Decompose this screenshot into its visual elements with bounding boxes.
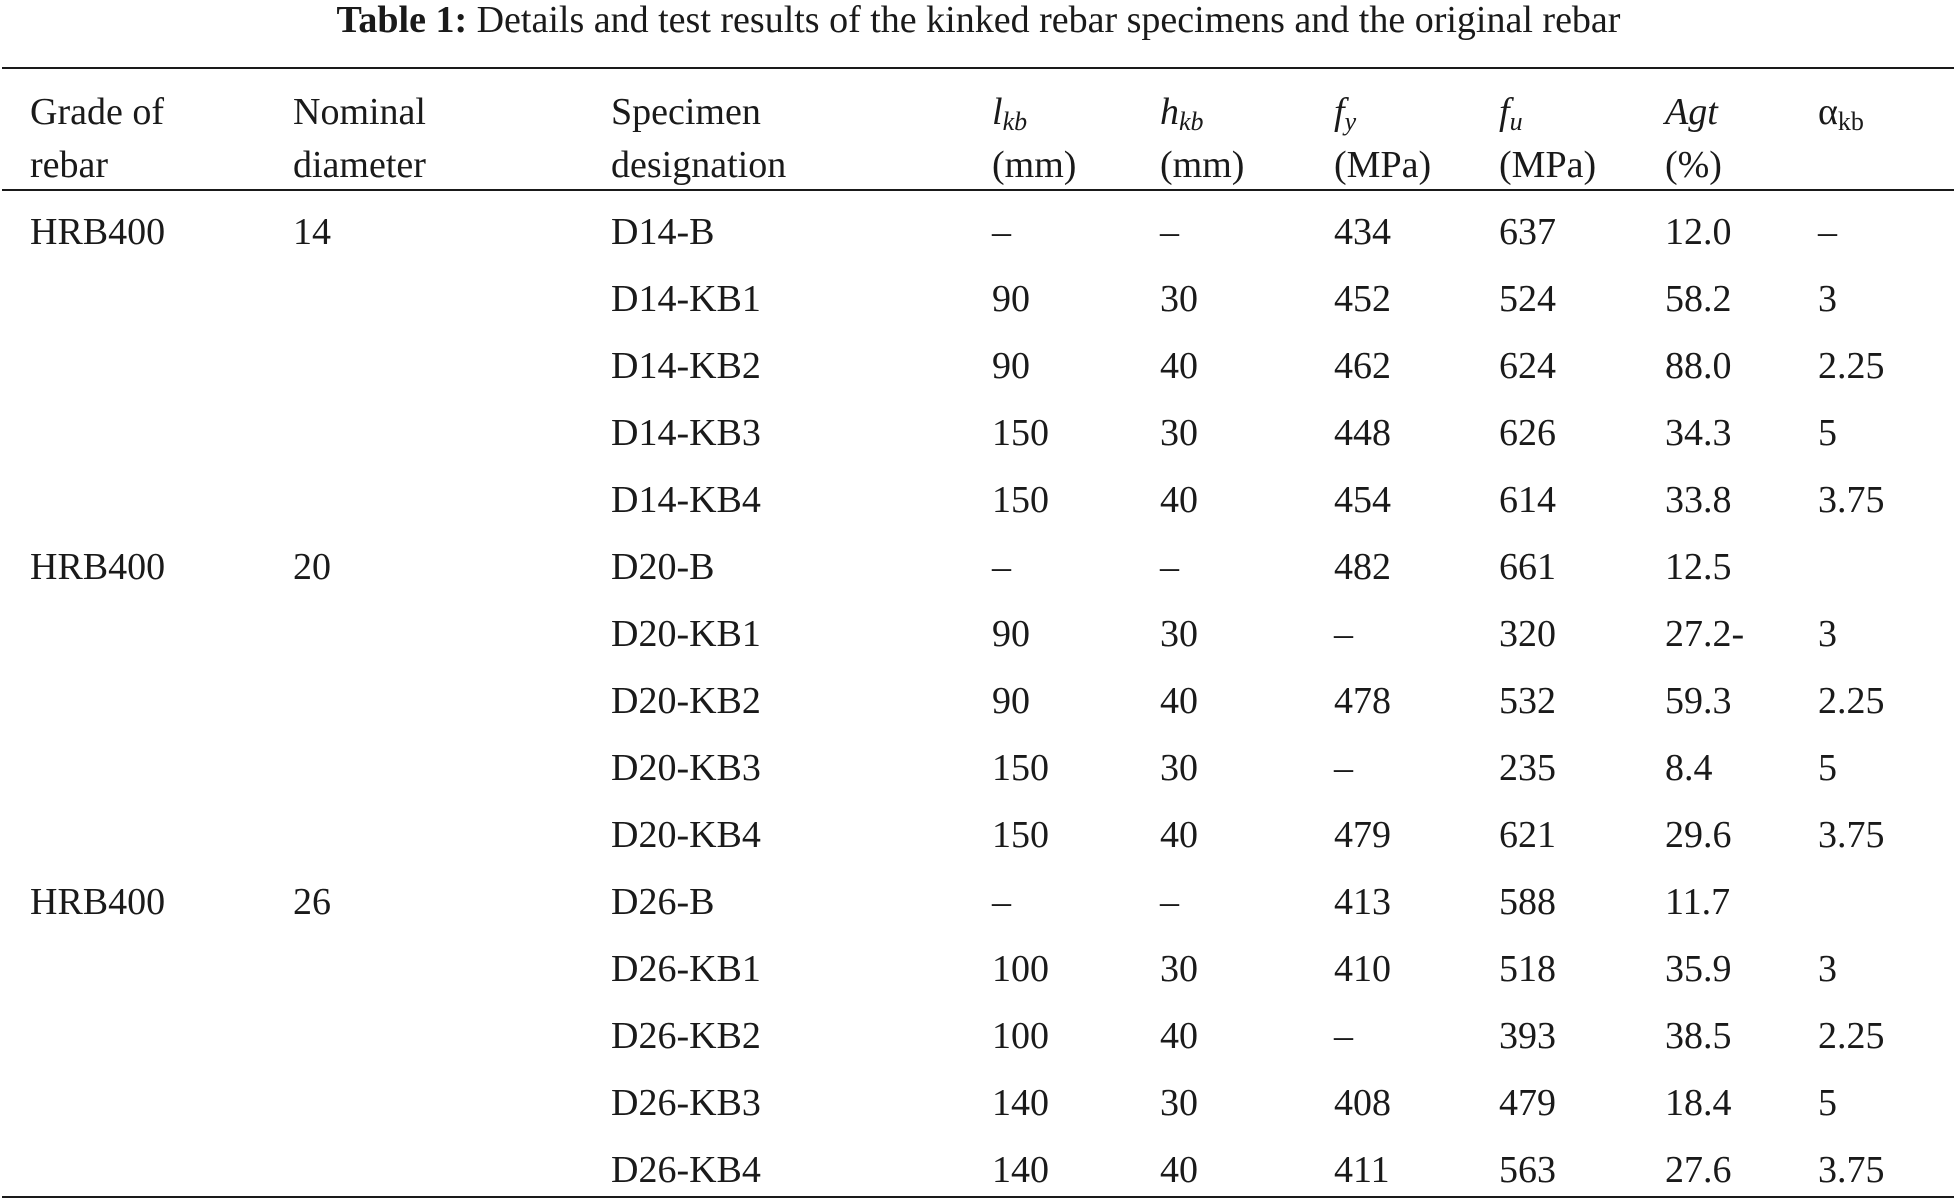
cell-lkb: 90 (992, 278, 1030, 320)
cell-hkb: 40 (1160, 680, 1198, 722)
table-row (0, 668, 1957, 735)
cell-fy: 479 (1334, 814, 1391, 856)
header-fy-sub: y (1344, 107, 1357, 136)
cell-fu: 588 (1499, 881, 1556, 923)
cell-alpha: 3 (1818, 948, 1837, 990)
header-lkb (992, 86, 1076, 192)
cell-agt: 11.7 (1665, 881, 1731, 923)
cell-diameter: 20 (293, 546, 331, 588)
cell-specimen: D20-KB3 (611, 747, 761, 789)
cell-fu: 637 (1499, 211, 1556, 253)
cell-fy: 413 (1334, 881, 1391, 923)
cell-lkb: 140 (992, 1082, 1049, 1124)
table-row (0, 1070, 1957, 1137)
cell-lkb: – (992, 546, 1011, 588)
cell-specimen: D26-B (611, 881, 715, 923)
cell-alpha: 3 (1818, 278, 1837, 320)
cell-alpha: – (1818, 211, 1837, 253)
cell-specimen: D20-KB1 (611, 613, 761, 655)
table-row (0, 534, 1957, 601)
cell-fu: 626 (1499, 412, 1556, 454)
header-specimen-line-1: Specimen (611, 91, 761, 133)
cell-diameter: 14 (293, 211, 331, 253)
cell-fy: – (1334, 1015, 1353, 1057)
cell-fu: 624 (1499, 345, 1556, 387)
cell-fu: 320 (1499, 613, 1556, 655)
table-header-rule (2, 189, 1954, 191)
header-grade-line-2: rebar (30, 144, 109, 186)
header-grade-line-1: Grade of (30, 91, 164, 133)
cell-alpha: 3.75 (1818, 1149, 1885, 1191)
cell-hkb: 30 (1160, 1082, 1198, 1124)
cell-agt: 27.6 (1665, 1149, 1732, 1191)
cell-lkb: 90 (992, 345, 1030, 387)
cell-lkb: 150 (992, 412, 1049, 454)
cell-alpha: 3.75 (1818, 479, 1885, 521)
cell-specimen: D26-KB1 (611, 948, 761, 990)
table-row (0, 467, 1957, 534)
cell-fy: 452 (1334, 278, 1391, 320)
cell-alpha: 3 (1818, 613, 1837, 655)
cell-fu: 524 (1499, 278, 1556, 320)
cell-agt: 88.0 (1665, 345, 1732, 387)
header-fu-letter: f (1499, 91, 1510, 133)
cell-hkb: – (1160, 211, 1179, 253)
cell-specimen: D14-KB4 (611, 479, 761, 521)
cell-fy: 434 (1334, 211, 1391, 253)
header-fu-unit: (MPa) (1499, 144, 1597, 186)
header-agt-letter: Agt (1665, 91, 1718, 133)
header-hkb-letter: h (1160, 91, 1179, 133)
cell-hkb: – (1160, 546, 1179, 588)
cell-fu: 563 (1499, 1149, 1556, 1191)
header-hkb-unit: (mm) (1160, 144, 1245, 186)
cell-lkb: 150 (992, 479, 1049, 521)
header-diameter (293, 86, 426, 192)
cell-lkb: 100 (992, 1015, 1049, 1057)
cell-fy: 410 (1334, 948, 1391, 990)
cell-lkb: – (992, 881, 1011, 923)
cell-alpha: 3.75 (1818, 814, 1885, 856)
cell-agt: 38.5 (1665, 1015, 1732, 1057)
header-lkb-letter: l (992, 91, 1003, 133)
cell-specimen: D20-KB4 (611, 814, 761, 856)
cell-alpha: 2.25 (1818, 345, 1885, 387)
cell-grade: HRB400 (30, 546, 166, 588)
cell-fu: 393 (1499, 1015, 1556, 1057)
cell-hkb: 40 (1160, 479, 1198, 521)
table-row (0, 601, 1957, 668)
cell-lkb: 100 (992, 948, 1049, 990)
table-row (0, 400, 1957, 467)
cell-fy: 411 (1334, 1149, 1390, 1191)
cell-agt: 8.4 (1665, 747, 1713, 789)
cell-fu: 479 (1499, 1082, 1556, 1124)
cell-specimen: D14-KB3 (611, 412, 761, 454)
cell-hkb: 30 (1160, 948, 1198, 990)
header-grade (30, 86, 164, 192)
cell-hkb: – (1160, 881, 1179, 923)
header-alpha-sub: kb (1837, 107, 1864, 136)
header-agt (1665, 86, 1722, 192)
cell-agt: 34.3 (1665, 412, 1732, 454)
cell-fu: 532 (1499, 680, 1556, 722)
cell-fy: 478 (1334, 680, 1391, 722)
table-row (0, 199, 1957, 266)
header-fu (1499, 86, 1596, 192)
header-specimen-line-2: designation (611, 144, 787, 186)
cell-grade: HRB400 (30, 211, 166, 253)
header-lkb-symbol (992, 86, 1076, 139)
cell-agt: 18.4 (1665, 1082, 1732, 1124)
cell-hkb: 30 (1160, 412, 1198, 454)
cell-fy: 448 (1334, 412, 1391, 454)
table-row (0, 333, 1957, 400)
header-fu-symbol (1499, 86, 1596, 139)
cell-specimen: D26-KB2 (611, 1015, 761, 1057)
header-lkb-unit: (mm) (992, 144, 1077, 186)
cell-alpha: 5 (1818, 412, 1837, 454)
cell-specimen: D14-KB2 (611, 345, 761, 387)
header-diameter-line-1: Nominal (293, 91, 426, 133)
header-diameter-line-2: diameter (293, 144, 426, 186)
cell-agt: 35.9 (1665, 948, 1732, 990)
header-hkb-sub: kb (1179, 107, 1204, 136)
cell-fu: 235 (1499, 747, 1556, 789)
cell-lkb: 140 (992, 1149, 1049, 1191)
cell-grade: HRB400 (30, 881, 166, 923)
cell-hkb: 40 (1160, 814, 1198, 856)
cell-alpha: 2.25 (1818, 680, 1885, 722)
header-fy (1334, 86, 1431, 192)
header-specimen (611, 86, 786, 192)
header-alpha-symbol (1818, 86, 1864, 139)
cell-fy: – (1334, 613, 1353, 655)
cell-fu: 661 (1499, 546, 1556, 588)
cell-hkb: 30 (1160, 278, 1198, 320)
cell-fu: 518 (1499, 948, 1556, 990)
table-top-rule (2, 67, 1954, 69)
cell-fy: 408 (1334, 1082, 1391, 1124)
header-alpha (1818, 86, 1864, 139)
cell-hkb: 30 (1160, 613, 1198, 655)
cell-alpha: 5 (1818, 747, 1837, 789)
cell-fy: 482 (1334, 546, 1391, 588)
cell-hkb: 40 (1160, 345, 1198, 387)
cell-diameter: 26 (293, 881, 331, 923)
header-agt-symbol (1665, 86, 1722, 139)
cell-specimen: D14-B (611, 211, 715, 253)
header-fu-sub: u (1509, 107, 1523, 136)
cell-specimen: D26-KB3 (611, 1082, 761, 1124)
table-row (0, 802, 1957, 869)
cell-fy: – (1334, 747, 1353, 789)
cell-hkb: 40 (1160, 1015, 1198, 1057)
table-row (0, 266, 1957, 333)
cell-fu: 621 (1499, 814, 1556, 856)
cell-alpha: 2.25 (1818, 1015, 1885, 1057)
cell-specimen: D26-KB4 (611, 1149, 761, 1191)
cell-lkb: – (992, 211, 1011, 253)
cell-alpha: 5 (1818, 1082, 1837, 1124)
header-lkb-sub: kb (1002, 107, 1028, 136)
header-fy-unit: (MPa) (1334, 144, 1432, 186)
cell-lkb: 90 (992, 613, 1030, 655)
cell-lkb: 150 (992, 747, 1049, 789)
cell-agt: 12.5 (1665, 546, 1732, 588)
cell-fu: 614 (1499, 479, 1556, 521)
cell-specimen: D20-B (611, 546, 715, 588)
cell-specimen: D20-KB2 (611, 680, 761, 722)
table-caption-label: Table 1: (336, 0, 468, 41)
cell-agt: 12.0 (1665, 211, 1732, 253)
table-row (0, 869, 1957, 936)
cell-fy: 454 (1334, 479, 1391, 521)
table-caption (0, 0, 1957, 40)
header-hkb (1160, 86, 1244, 192)
cell-lkb: 150 (992, 814, 1049, 856)
header-hkb-symbol (1160, 86, 1244, 139)
cell-agt: 27.2- (1665, 613, 1745, 655)
cell-hkb: 40 (1160, 1149, 1198, 1191)
table-row (0, 1003, 1957, 1070)
cell-agt: 58.2 (1665, 278, 1732, 320)
header-fy-symbol (1334, 86, 1431, 139)
header-fy-letter: f (1334, 91, 1345, 133)
cell-lkb: 90 (992, 680, 1030, 722)
table-row (0, 1137, 1957, 1204)
table-bottom-rule (2, 1196, 1954, 1198)
cell-fy: 462 (1334, 345, 1391, 387)
header-alpha-letter: α (1818, 91, 1838, 133)
table-caption-text: Details and test results of the kinked rebar specimens and the original rebar (476, 0, 1621, 41)
cell-agt: 59.3 (1665, 680, 1732, 722)
cell-agt: 29.6 (1665, 814, 1732, 856)
header-agt-unit: (%) (1665, 144, 1722, 186)
cell-specimen: D14-KB1 (611, 278, 761, 320)
table-row (0, 735, 1957, 802)
table-row (0, 936, 1957, 1003)
cell-agt: 33.8 (1665, 479, 1732, 521)
cell-hkb: 30 (1160, 747, 1198, 789)
